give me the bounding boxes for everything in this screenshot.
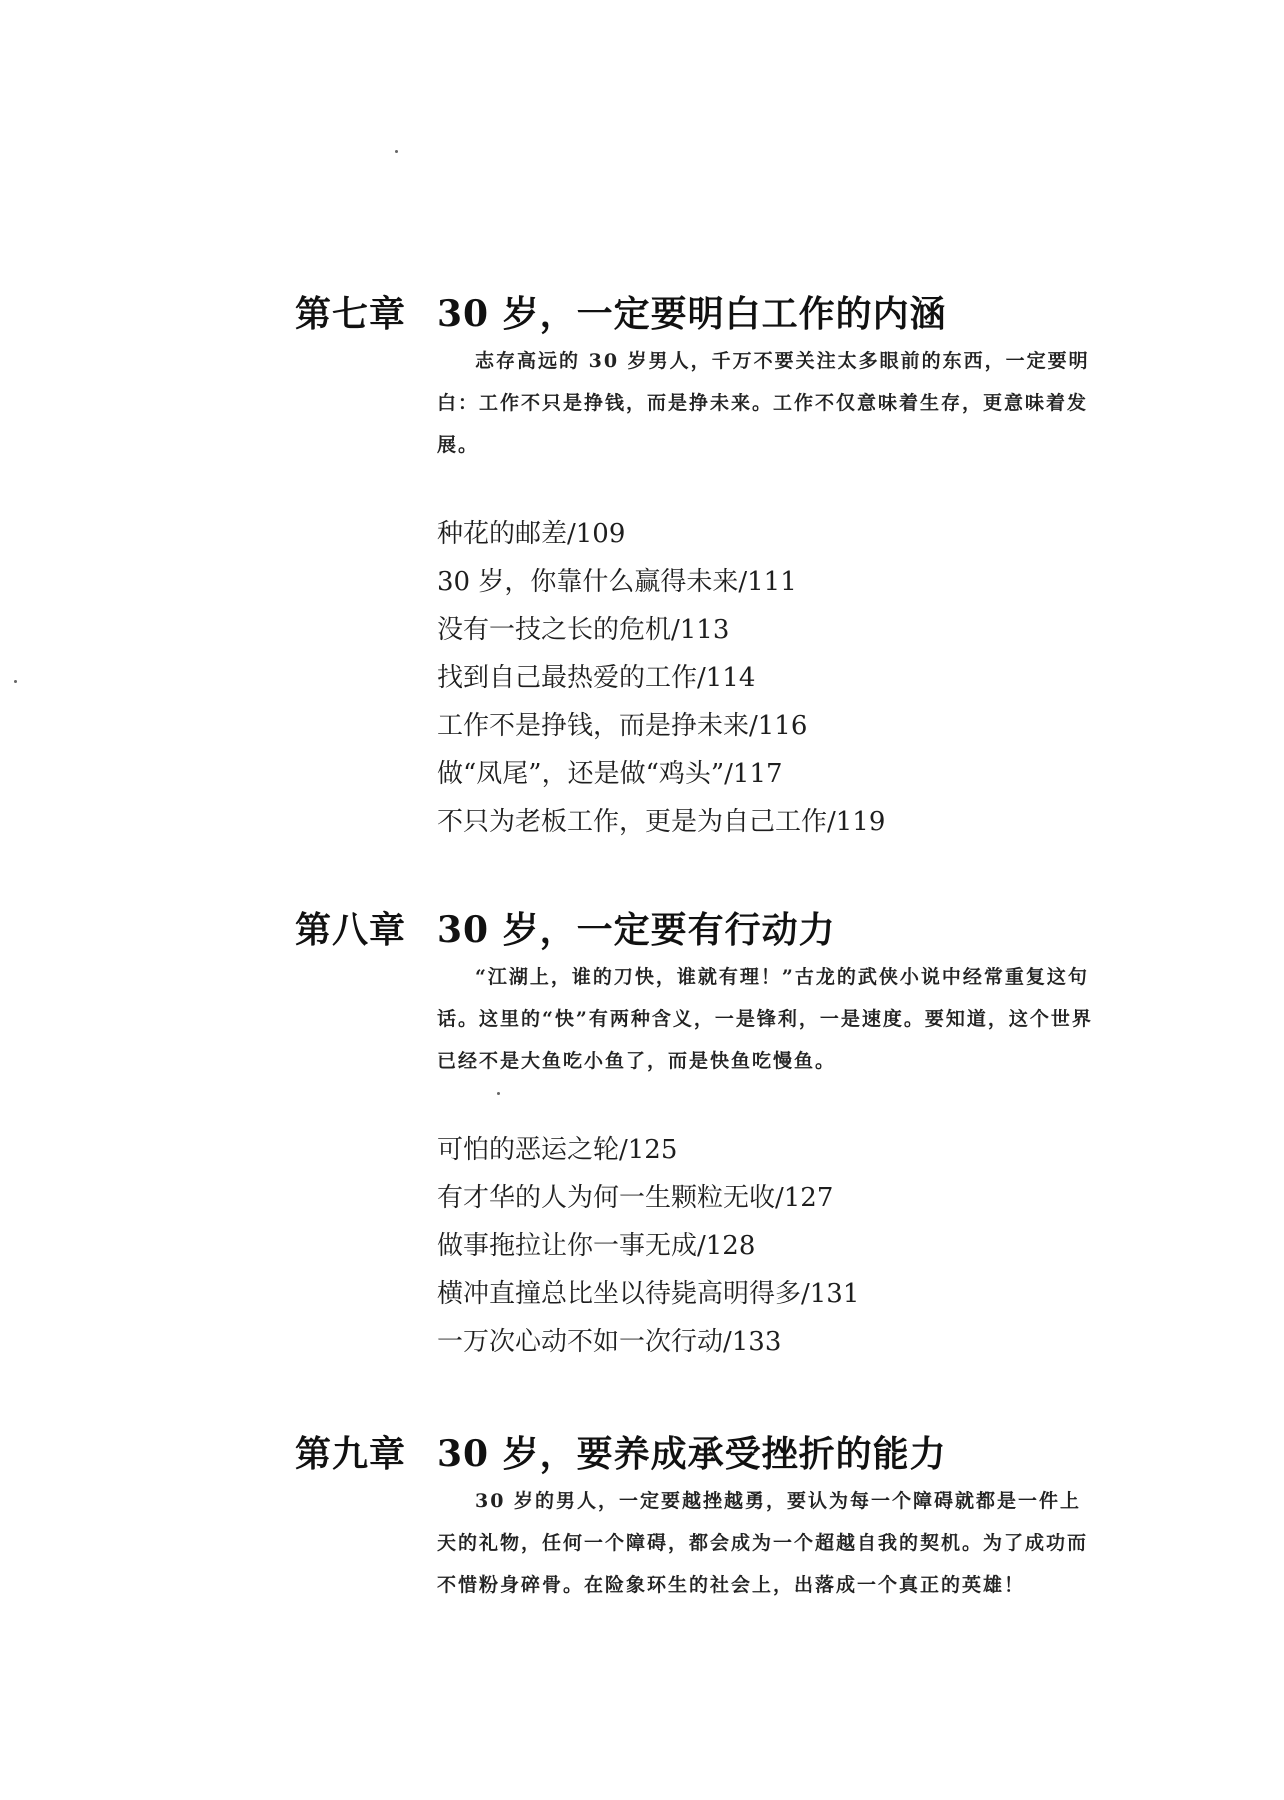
toc-entry: 做“凤尾”，还是做“鸡头”/117 [437, 759, 783, 789]
chapter-number: 第九章 [295, 1433, 407, 1475]
toc-list [437, 510, 1125, 846]
toc-entry: 30 岁，你靠什么赢得未来/111 [437, 567, 797, 597]
toc-entry: 工作不是挣钱，而是挣未来/116 [437, 711, 808, 741]
chapter-number: 第七章 [295, 293, 407, 335]
chapter-title: 30 岁，要养成承受挫折的能力 [437, 1433, 947, 1475]
chapter-heading [295, 908, 1125, 952]
chapter-title: 30 岁，一定要有行动力 [437, 909, 836, 951]
chapter-heading [295, 292, 1125, 336]
toc-entry: 种花的邮差/109 [437, 519, 626, 549]
chapter-heading [295, 1432, 1125, 1476]
chapter-description: 志存高远的 30 岁男人，千万不要关注太多眼前的东西，一定要明白：工作不只是挣钱，而是挣未来。工作不仅意味着生存，更意味着发展。 [437, 350, 1090, 456]
chapter-8 [295, 908, 1125, 1366]
toc-entry: 一万次心动不如一次行动/133 [437, 1327, 782, 1357]
toc-entry: 没有一技之长的危机/113 [437, 615, 730, 645]
toc-entry: 找到自己最热爱的工作/114 [437, 663, 756, 693]
chapter-description: 30 岁的男人，一定要越挫越勇，要认为每一个障碍就都是一件上天的礼物，任何一个障碍，都会成为一个超越自我的契机。为了成功而不惜粉身碎骨。在险象环生的社会上，出落成一个真正的英雄！ [437, 1490, 1089, 1596]
chapter-title: 30 岁，一定要明白工作的内涵 [437, 293, 947, 335]
toc-list [437, 1126, 1125, 1366]
toc-entry: 横冲直撞总比坐以待毙高明得多/131 [437, 1279, 860, 1309]
chapter-7 [295, 292, 1125, 846]
toc-entry: 不只为老板工作，更是为自己工作/119 [437, 807, 886, 837]
chapter-description: “江湖上，谁的刀快，谁就有理！”古龙的武侠小说中经常重复这句话。这里的“快”有两种含义，一是锋利，一是速度。要知道，这个世界已经不是大鱼吃小鱼了，而是快鱼吃慢鱼。 [437, 966, 1093, 1072]
toc-entry: 可怕的恶运之轮/125 [437, 1135, 678, 1165]
chapter-number: 第八章 [295, 909, 407, 951]
chapter-9 [295, 1432, 1125, 1625]
scan-speck [395, 150, 398, 153]
toc-entry: 做事拖拉让你一事无成/128 [437, 1231, 756, 1261]
toc-entry: 有才华的人为何一生颗粒无收/127 [437, 1183, 834, 1213]
scan-speck [14, 680, 17, 683]
